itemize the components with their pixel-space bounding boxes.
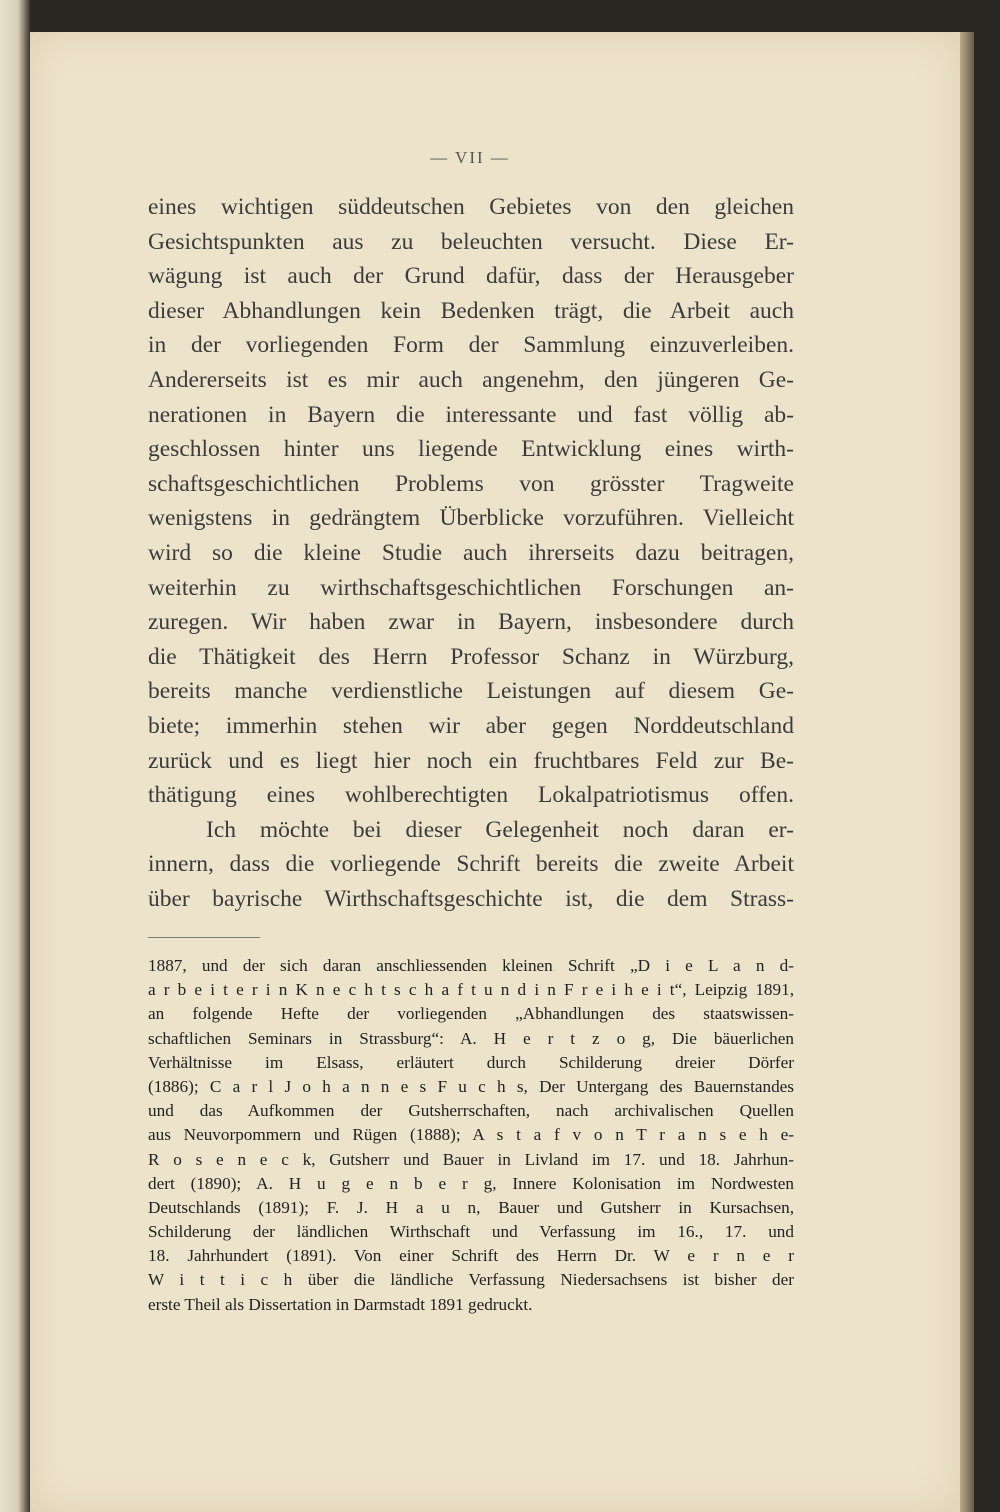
body-line: Ich möchte bei dieser Gelegenheit noch daran er- bbox=[206, 816, 794, 843]
body-line: Gesichtspunkten aus zu beleuchten versucht. Diese Er- bbox=[148, 228, 794, 255]
footnote-line: schaftlichen Seminars in Strassburg“: A. H e r t z o g, Die bäuerlichen bbox=[148, 1028, 794, 1048]
body-line: zuregen. Wir haben zwar in Bayern, insbesondere durch bbox=[148, 609, 794, 636]
body-line: über bayrische Wirthschaftsgeschichte ist, die dem Strass- bbox=[148, 885, 794, 912]
body-line: thätigung eines wohlberechtigten Lokalpatriotismus offen. bbox=[148, 782, 794, 809]
body-line: eines wichtigen süddeutschen Gebietes von den gleichen bbox=[148, 194, 794, 220]
footnote-line: Verhältnisse im Elsass, erläutert durch Schilderung dreier Dörfer bbox=[148, 1052, 794, 1072]
footnote-line: Schilderung der ländlichen Wirthschaft und Verfassung im 16., 17. und bbox=[148, 1222, 794, 1242]
footnote-line: (1886); C a r l J o h a n n e s F u c h s, Der Untergang des Bauernstandes bbox=[148, 1076, 794, 1096]
body-text bbox=[148, 190, 794, 916]
footnote-line: und das Aufkommen der Gutsherrschaften, nach archivalischen Quellen bbox=[148, 1101, 794, 1121]
footnote-text bbox=[148, 954, 794, 1317]
footnote-line: a r b e i t e r i n K n e c h t s c h a f t u n d i n F r e i h e i t“, Leipzig 1891, bbox=[148, 980, 794, 1000]
body-line: Andererseits ist es mir auch angenehm, den jüngeren Ge- bbox=[148, 366, 794, 393]
body-line: schaftsgeschichtlichen Problems von grösster Tragweite bbox=[148, 470, 794, 497]
footnote-line: R o s e n e c k, Gutsherr und Bauer in Livland im 17. und 18. Jahrhun- bbox=[148, 1149, 794, 1169]
body-line: wenigstens in gedrängtem Überblicke vorzuführen. Vielleicht bbox=[148, 505, 794, 532]
body-line: zurück und es liegt hier noch ein fruchtbares Feld zur Be- bbox=[148, 747, 794, 774]
body-line: wägung ist auch der Grund dafür, dass der Herausgeber bbox=[148, 263, 794, 290]
footnote-line: an folgende Hefte der vorliegenden „Abhandlungen des staatswissen- bbox=[148, 1004, 794, 1024]
footnote-line: erste Theil als Dissertation in Darmstadt 1891 gedruckt. bbox=[148, 1294, 533, 1314]
footnote-line: W i t t i c h über die ländliche Verfassung Niedersachsens ist bisher der bbox=[148, 1270, 794, 1290]
body-line: die Thätigkeit des Herrn Professor Schanz in Würzburg, bbox=[148, 643, 794, 670]
footnote-line: aus Neuvorpommern und Rügen (1888); A s t a f v o n T r a n s e h e- bbox=[148, 1125, 794, 1145]
footnote-line: 1887, und der sich daran anschliessenden kleinen Schrift „D i e L a n d- bbox=[148, 956, 794, 975]
body-line: in der vorliegenden Form der Sammlung einzuverleiben. bbox=[148, 332, 794, 359]
body-line: geschlossen hinter uns liegende Entwicklung eines wirth- bbox=[148, 436, 794, 463]
footnote-line: Deutschlands (1891); F. J. H a u n, Bauer und Gutsherr in Kursachsen, bbox=[148, 1197, 794, 1217]
body-line: innern, dass die vorliegende Schrift bereits die zweite Arbeit bbox=[148, 851, 794, 878]
body-line: wird so die kleine Studie auch ihrerseits dazu beitragen, bbox=[148, 539, 794, 566]
body-line: weiterhin zu wirthschaftsgeschichtlichen Forschungen an- bbox=[148, 574, 794, 601]
body-line: bereits manche verdienstliche Leistungen auf diesem Ge- bbox=[148, 678, 794, 705]
footnote-line: 18. Jahrhundert (1891). Von einer Schrift des Herrn Dr. W e r n e r bbox=[148, 1246, 794, 1266]
footnote-line: dert (1890); A. H u g e n b e r g, Innere Kolonisation im Nordwesten bbox=[148, 1173, 794, 1193]
page-number: — VII — bbox=[430, 148, 510, 167]
scan-left-margin bbox=[0, 0, 30, 1512]
page-edge-shadow bbox=[960, 32, 974, 1512]
body-line: nerationen in Bayern die interessante und fast völlig ab- bbox=[148, 401, 794, 428]
footnote-separator bbox=[148, 937, 260, 938]
body-line: biete; immerhin stehen wir aber gegen Norddeutschland bbox=[148, 712, 794, 739]
body-line: dieser Abhandlungen kein Bedenken trägt, die Arbeit auch bbox=[148, 297, 794, 324]
